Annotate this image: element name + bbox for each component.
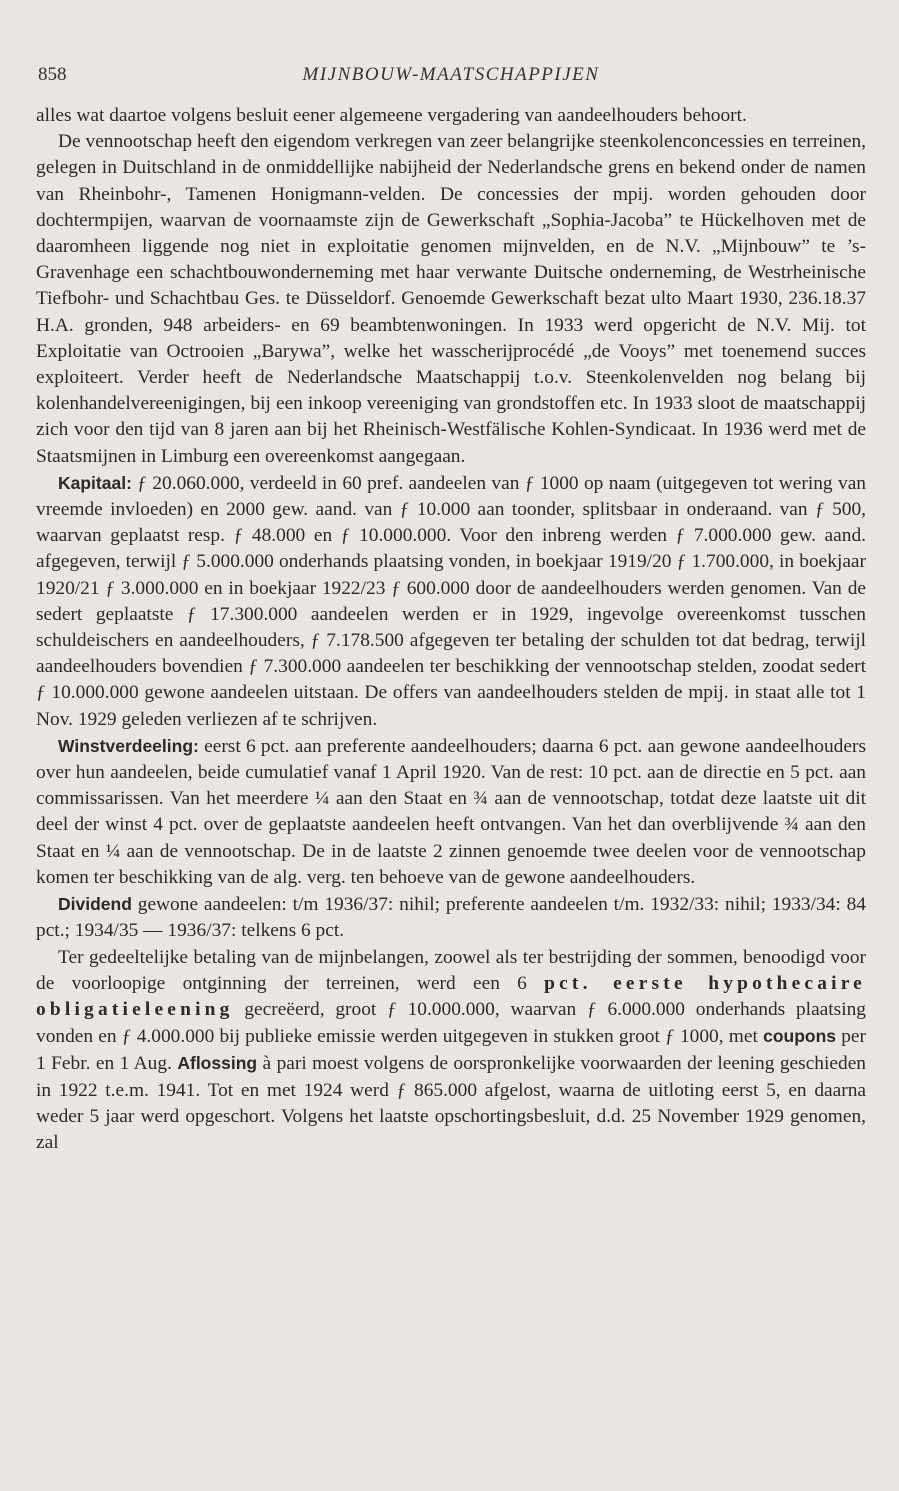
paragraph-obligatieleening: [36, 945, 866, 1157]
paragraph-continuation: alles wat daartoe volgens besluit eener algemeene vergadering van aandeelhouders behoort.: [36, 105, 747, 126]
lead-winstverdeeling: Winstverdeeling:: [58, 735, 199, 756]
spaced-obligatieleening: pct. eerste hypothecaire obligatieleening: [36, 972, 866, 1020]
page-number: 858: [38, 64, 67, 85]
lead-kapitaal: Kapitaal:: [58, 472, 132, 493]
text-kapitaal: ƒ 20.060.000, verdeeld in 60 pref. aandeelen van ƒ 1000 op naam (uitgegeven tot wering van vreemde invloeden) en 2000 gew. aand. van ƒ 10.000 aan toonder, splitsbaar in onderaand. van ƒ 500, waarvan geplaatst resp. ƒ 48.000 en ƒ 10.000.000. Voor den inbreng werden ƒ 7.000.000 gew. aand. afgegeven, terwijl ƒ 5.000.000 onderhands plaatsing vonden, in boekjaar 1919/20 ƒ 1.700.000, in boekjaar 1920/21 ƒ 3.000.000 en in boekjaar 1922/23 ƒ 600.000 door de aandeelhouders werden genomen. Van de sedert geplaatste ƒ 17.300.000 aandeelen werden er in 1929, ingevolge overeenkomst tusschen schuldeischers en aandeelhouders, ƒ 7.178.500 afgegeven ter betaling der schulden tot dat bedrag, terwijl aandeelhouders bovendien ƒ 7.300.000 aandeelen ter beschikking der vennootschap stelden, zoodat sedert ƒ 10.000.000 gewone aandeelen uitstaan. De offers van aandeelhouders stelden de mpij. in staat alle tot 1 Nov. 1929 geleden verliezen af te schrijven.: [36, 472, 866, 730]
lead-dividend: Dividend: [58, 894, 132, 915]
paragraph-winstverdeeling: [36, 733, 866, 891]
text-obligatie-a: Ter gedeeltelijke betaling van de mijnbelangen, zoowel als ter bestrijding der sommen, benoodigd voor de voorloopige ontginning der terreinen, werd een 6: [36, 946, 866, 994]
bold-coupons: coupons: [763, 1026, 837, 1047]
paragraph-concessions: De vennootschap heeft den eigendom verkregen van zeer belangrijke steenkolenconcessies en terreinen, gelegen in Duitschland in de onmiddellijke nabijheid der Nederlandsche grens en bekend onder de namen van Rheinbohr-, Tamenen Honigmann-velden. De concessies der mpij. worden gehouden door dochtermpijen, waarvan de voornaamste zijn de Gewerkschaft „Sophia-Jacoba” te Hückelhoven met de daaromheen liggende nog niet in exploitatie genomen mijnvelden, en de N.V. „Mijnbouw” te ’s-Gravenhage een schachtbouwonderneming met haar verwante Duitsche onderneming, de Westrheinische Tiefbohr- und Schachtbau Ges. te Düsseldorf. Genoemde Gewerkschaft bezat ulto Maart 1930, 236.18.37 H.A. gronden, 948 arbeiders- en 69 beambtenwoningen. In 1933 werd opgericht de N.V. Mij. tot Exploitatie van Octrooien „Barywa”, welke het wasscherijprocédé „de Vooys” met toenemend succes exploiteert. Verder heeft de Nederlandsche Maatschappij t.o.v. Steenkolenvelden nog belang bij kolenhandelvereenigingen, bij een inkoop vereeniging van grondstoffen etc. In 1933 sloot de maatschappij zich voor den tijd van 8 jaren aan bij het Rheinisch-Westfälische Kohlen-Syndicaat. In 1936 werd met de Staatsmijnen in Limburg een overeenkomst aangegaan.: [36, 131, 866, 467]
body-text: [36, 103, 866, 1156]
text-obligatie-c: per 1 Febr. en 1 Aug.: [36, 1026, 866, 1075]
text-winstverdeeling: eerst 6 pct. aan preferente aandeelhouders; daarna 6 pct. aan gewone aandeelhouders over hun aandeelen, beide cumulatief vanaf 1 April 1920. Van de rest: 10 pct. aan de directie en 5 pct. aan commissarissen. Van het meerdere ¼ aan den Staat en ¾ aan de vennootschap, totdat deze laatste uit dit deel der winst 4 pct. over de geplaatste aandeelen heeft ontvangen. Van het dan overblijvende ¾ aan den Staat en ¼ aan de vennootschap. De in de laatste 2 zinnen genoemde twee deelen voor de vennootschap komen ter beschikking van de alg. verg. ten behoeve van de gewone aandeelhouders.: [36, 735, 866, 888]
bold-aflossing: Aflossing: [177, 1053, 258, 1074]
paragraph-kapitaal: [36, 470, 866, 733]
paragraph-dividend: [36, 891, 866, 944]
page-header: [36, 60, 866, 90]
text-obligatie-d: à pari moest volgens de oorspronkelijke voorwaarden der leening geschieden in 1922 t.e.m. 1941. Tot en met 1924 werd ƒ 865.000 afgelost, waarna de uitloting eerst 5, en daarna weder 5 jaar werd opgeschort. Volgens het laatste opschortingsbesluit, d.d. 25 November 1929 genomen, zal: [36, 1053, 866, 1153]
text-obligatie-b: gecreëerd, groot ƒ 10.000.000, waarvan ƒ 6.000.000 onderhands plaatsing vonden en ƒ 4.000.000 bij publieke emissie werden uitgegeven in stukken groot ƒ 1000, met: [36, 998, 866, 1048]
running-title: MIJNBOUW-MAATSCHAPPIJEN: [302, 64, 600, 85]
text-dividend: gewone aandeelen: t/m 1936/37: nihil; preferente aandeelen t/m. 1932/33: nihil; 1933/34: 84 pct.; 1934/35 — 1936/37: telkens 6 pct.: [36, 894, 866, 942]
